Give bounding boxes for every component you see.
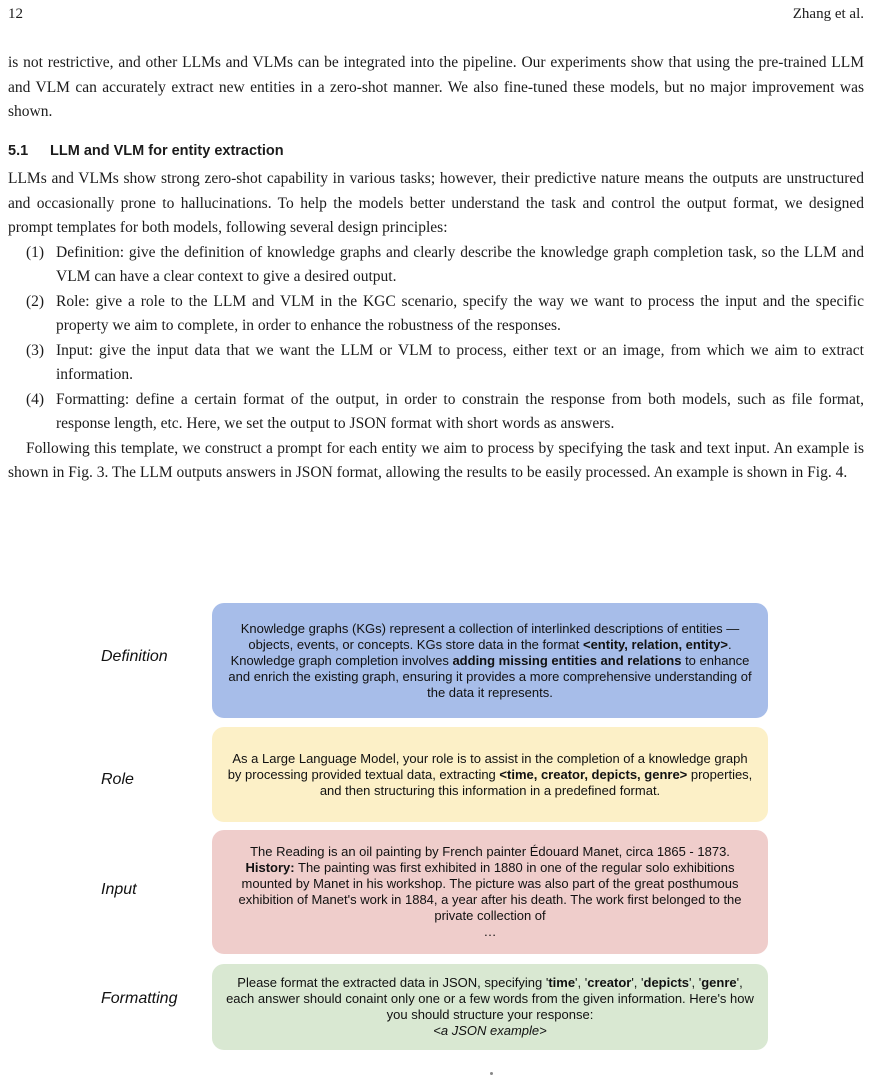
list-item <box>8 290 864 339</box>
list-item-text: Definition: give the definition of knowledge graphs and clearly describe the knowledge graph completion task, so the LLM and VLM can have a clear context to give a desired output. <box>56 243 864 285</box>
section-heading <box>8 139 864 164</box>
list-item-text: Role: give a role to the LLM and VLM in the KGC scenario, specify the way we want to process the input and the specific property we aim to complete, in order to enhance the robustness of the responses. <box>56 292 864 334</box>
role-box <box>212 727 768 822</box>
closing-paragraph: Following this template, we construct a prompt for each entity we aim to process by specifying the task and text input. An example is shown in Fig. 3. The LLM outputs answers in JSON format, allowing the results to be easily processed. An example is shown in Fig. 4. <box>8 439 864 481</box>
running-authors: Zhang et al. <box>792 6 864 22</box>
list-item <box>8 388 864 437</box>
page-number: 12 <box>8 6 23 22</box>
list-item <box>8 241 864 290</box>
formatting-label: Formatting <box>101 990 178 1007</box>
formatting-text: Please format the extracted data in JSON, specifying 'time', 'creator', 'depicts', 'genre', each answer should conaint only one or a few words from the given information. Here's how you should structure your response: <a JSON example> <box>226 975 754 1038</box>
role-text: As a Large Language Model, your role is to assist in the completion of a knowledge graph by processing provided textual data, extracting <time, creator, depicts, genre> properties, and then structuring this information in a predefined format. <box>227 750 753 798</box>
section-title: LLM and VLM for entity extraction <box>50 142 284 159</box>
ellipsis: … <box>483 924 497 939</box>
list-item-text: Input: give the input data that we want the LLM or VLM to process, either text or an image, from which we aim to extract information. <box>56 341 864 383</box>
body-text <box>8 51 864 486</box>
role-label: Role <box>101 771 134 788</box>
list-item-label: (1) <box>26 243 45 261</box>
intro-paragraph: is not restrictive, and other LLMs and VLMs can be integrated into the pipeline. Our experiments show that using the pre-trained LLM and VLM can accurately extract new entities in a zero-shot manner. We also fine-tuned these models, but no major improvement was shown. <box>8 54 864 120</box>
list-item-label: (3) <box>26 341 45 359</box>
principles-list <box>8 241 864 437</box>
input-box <box>212 830 768 954</box>
json-example: <a JSON example> <box>433 1023 547 1038</box>
list-item-label: (2) <box>26 292 45 310</box>
list-item-label: (4) <box>26 390 45 408</box>
section-paragraph: LLMs and VLMs show strong zero-shot capability in various tasks; however, their predictive nature means the outputs are unstructured and occasionally prone to hallucinations. To help the models better understand the task and control the output format, we designed prompt templates for both models, following several design principles: <box>8 170 864 236</box>
list-item <box>8 339 864 388</box>
page-mark <box>490 1072 493 1075</box>
input-label: Input <box>101 881 137 898</box>
formatting-box <box>212 964 768 1050</box>
definition-box <box>212 603 768 718</box>
list-item-text: Formatting: define a certain format of the output, in order to constrain the response from both models, such as file format, response length, etc. Here, we set the output to JSON format with short words as answers. <box>56 390 864 432</box>
definition-label: Definition <box>101 648 168 665</box>
input-text: The Reading is an oil painting by French painter Édouard Manet, circa 1865 - 1873. History: The painting was first exhibited in 1880 in one of the regular solo exhibitions mounted by Manet in his workshop. The picture was also part of the great posthumous exhibition of Manet's work in 1884, a year after his death. The work first belonged to the private collection of … <box>238 844 742 939</box>
definition-text: Knowledge graphs (KGs) represent a collection of interlinked descriptions of entities — objects, events, or concepts. KGs store data in the format <entity, relation, entity>. Knowledge graph completion involves adding missing entities and relations to enhance and enrich the existing graph, ensuring it provides a more comprehensive understanding of the data it represents. <box>228 620 752 700</box>
section-number: 5.1 <box>8 142 29 159</box>
